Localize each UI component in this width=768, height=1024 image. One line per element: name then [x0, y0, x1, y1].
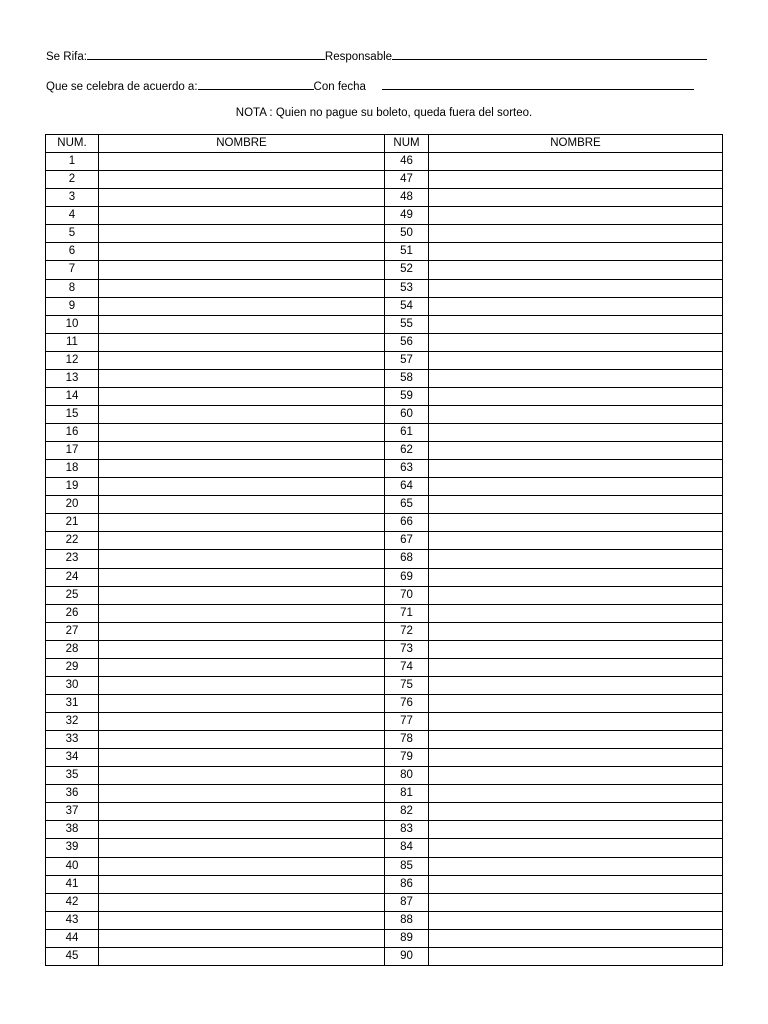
row-num-left: 1 — [46, 153, 99, 171]
row-nombre-left[interactable] — [99, 189, 385, 207]
row-num-right: 54 — [385, 297, 429, 315]
row-num-left: 20 — [46, 496, 99, 514]
row-nombre-left[interactable] — [99, 785, 385, 803]
rifa-blank[interactable] — [87, 48, 325, 60]
row-num-right: 66 — [385, 514, 429, 532]
row-num-left: 21 — [46, 514, 99, 532]
table-row — [46, 369, 723, 387]
row-nombre-right[interactable] — [429, 532, 723, 550]
row-nombre-left[interactable] — [99, 532, 385, 550]
row-num-right: 75 — [385, 676, 429, 694]
row-num-left: 41 — [46, 875, 99, 893]
raffle-table — [45, 134, 723, 966]
row-nombre-left[interactable] — [99, 550, 385, 568]
row-nombre-left[interactable] — [99, 947, 385, 965]
row-num-right: 67 — [385, 532, 429, 550]
header-num-right: NUM — [385, 135, 429, 153]
row-num-right: 50 — [385, 225, 429, 243]
row-num-left: 17 — [46, 442, 99, 460]
row-num-right: 60 — [385, 405, 429, 423]
table-row — [46, 586, 723, 604]
row-num-left: 12 — [46, 351, 99, 369]
table-row — [46, 857, 723, 875]
table-row — [46, 153, 723, 171]
row-nombre-right[interactable] — [429, 622, 723, 640]
row-num-left: 18 — [46, 460, 99, 478]
table-row — [46, 821, 723, 839]
row-nombre-right[interactable] — [429, 893, 723, 911]
row-nombre-right[interactable] — [429, 514, 723, 532]
row-num-left: 39 — [46, 839, 99, 857]
row-nombre-left[interactable] — [99, 297, 385, 315]
row-num-left: 36 — [46, 785, 99, 803]
row-nombre-left[interactable] — [99, 207, 385, 225]
table-row — [46, 424, 723, 442]
row-nombre-left[interactable] — [99, 839, 385, 857]
row-num-right: 89 — [385, 929, 429, 947]
celebra-label: Que se celebra de acuerdo a: — [46, 81, 198, 93]
row-num-right: 74 — [385, 658, 429, 676]
responsable-label: Responsable — [324, 51, 393, 63]
row-nombre-right[interactable] — [429, 405, 723, 423]
row-num-left: 4 — [46, 207, 99, 225]
table-row — [46, 694, 723, 712]
row-nombre-left[interactable] — [99, 676, 385, 694]
row-num-left: 2 — [46, 171, 99, 189]
row-nombre-left[interactable] — [99, 261, 385, 279]
row-num-right: 83 — [385, 821, 429, 839]
row-nombre-left[interactable] — [99, 351, 385, 369]
table-header-row — [46, 135, 723, 153]
row-num-right: 62 — [385, 442, 429, 460]
table-row — [46, 333, 723, 351]
row-num-left: 30 — [46, 676, 99, 694]
row-nombre-right[interactable] — [429, 658, 723, 676]
row-nombre-left[interactable] — [99, 640, 385, 658]
celebra-blank[interactable] — [198, 78, 314, 90]
table-row — [46, 315, 723, 333]
row-num-right: 47 — [385, 171, 429, 189]
row-num-right: 77 — [385, 713, 429, 731]
row-num-left: 26 — [46, 604, 99, 622]
table-row — [46, 676, 723, 694]
row-nombre-left[interactable] — [99, 424, 385, 442]
row-nombre-left[interactable] — [99, 658, 385, 676]
row-nombre-left[interactable] — [99, 478, 385, 496]
row-num-right: 80 — [385, 767, 429, 785]
row-nombre-right[interactable] — [429, 424, 723, 442]
row-nombre-left[interactable] — [99, 604, 385, 622]
row-nombre-right[interactable] — [429, 153, 723, 171]
table-row — [46, 532, 723, 550]
row-nombre-right[interactable] — [429, 478, 723, 496]
table-row — [46, 171, 723, 189]
table-row — [46, 243, 723, 261]
row-num-right: 49 — [385, 207, 429, 225]
row-num-left: 9 — [46, 297, 99, 315]
row-nombre-left[interactable] — [99, 893, 385, 911]
row-num-right: 72 — [385, 622, 429, 640]
table-row — [46, 405, 723, 423]
row-num-left: 25 — [46, 586, 99, 604]
row-num-left: 44 — [46, 929, 99, 947]
row-num-left: 43 — [46, 911, 99, 929]
row-nombre-right[interactable] — [429, 604, 723, 622]
row-num-right: 57 — [385, 351, 429, 369]
row-num-right: 64 — [385, 478, 429, 496]
row-num-right: 81 — [385, 785, 429, 803]
row-num-right: 79 — [385, 749, 429, 767]
table-row — [46, 442, 723, 460]
row-num-left: 35 — [46, 767, 99, 785]
row-num-left: 13 — [46, 369, 99, 387]
row-nombre-right[interactable] — [429, 857, 723, 875]
row-num-left: 38 — [46, 821, 99, 839]
table-row — [46, 875, 723, 893]
row-nombre-right[interactable] — [429, 640, 723, 658]
row-nombre-left[interactable] — [99, 875, 385, 893]
row-nombre-right[interactable] — [429, 839, 723, 857]
table-row — [46, 640, 723, 658]
header-nombre-left: NOMBRE — [99, 135, 385, 153]
row-nombre-right[interactable] — [429, 261, 723, 279]
responsable-blank[interactable] — [392, 48, 707, 60]
row-nombre-right[interactable] — [429, 767, 723, 785]
row-nombre-right[interactable] — [429, 189, 723, 207]
row-num-left: 19 — [46, 478, 99, 496]
row-nombre-left[interactable] — [99, 749, 385, 767]
row-num-right: 70 — [385, 586, 429, 604]
row-nombre-right[interactable] — [429, 171, 723, 189]
row-nombre-right[interactable] — [429, 496, 723, 514]
row-nombre-right[interactable] — [429, 369, 723, 387]
table-row — [46, 225, 723, 243]
row-nombre-left[interactable] — [99, 514, 385, 532]
row-nombre-left[interactable] — [99, 622, 385, 640]
row-num-right: 58 — [385, 369, 429, 387]
row-num-right: 53 — [385, 279, 429, 297]
row-num-right: 78 — [385, 731, 429, 749]
row-nombre-left[interactable] — [99, 315, 385, 333]
table-row — [46, 749, 723, 767]
row-num-left: 5 — [46, 225, 99, 243]
table-row — [46, 803, 723, 821]
table-row — [46, 550, 723, 568]
rifa-line — [46, 48, 707, 63]
table-row — [46, 279, 723, 297]
row-num-left: 32 — [46, 713, 99, 731]
row-nombre-right[interactable] — [429, 785, 723, 803]
table-row — [46, 785, 723, 803]
celebra-line — [46, 78, 694, 93]
row-nombre-left[interactable] — [99, 243, 385, 261]
fecha-blank[interactable] — [382, 78, 694, 90]
row-num-right: 51 — [385, 243, 429, 261]
row-num-right: 52 — [385, 261, 429, 279]
table-row — [46, 658, 723, 676]
row-nombre-right[interactable] — [429, 676, 723, 694]
row-num-right: 84 — [385, 839, 429, 857]
row-num-left: 29 — [46, 658, 99, 676]
row-num-left: 7 — [46, 261, 99, 279]
table-row — [46, 731, 723, 749]
row-nombre-left[interactable] — [99, 568, 385, 586]
rifa-label: Se Rifa: — [46, 51, 87, 63]
row-num-left: 16 — [46, 424, 99, 442]
row-nombre-left[interactable] — [99, 460, 385, 478]
row-nombre-right[interactable] — [429, 911, 723, 929]
row-num-right: 69 — [385, 568, 429, 586]
row-num-right: 88 — [385, 911, 429, 929]
row-num-left: 24 — [46, 568, 99, 586]
table-row — [46, 568, 723, 586]
row-nombre-right[interactable] — [429, 351, 723, 369]
row-num-right: 61 — [385, 424, 429, 442]
row-num-left: 11 — [46, 333, 99, 351]
row-nombre-right[interactable] — [429, 315, 723, 333]
table-row — [46, 893, 723, 911]
table-row — [46, 351, 723, 369]
table-row — [46, 767, 723, 785]
row-nombre-right[interactable] — [429, 749, 723, 767]
row-nombre-right[interactable] — [429, 225, 723, 243]
row-num-right: 56 — [385, 333, 429, 351]
row-nombre-right[interactable] — [429, 803, 723, 821]
table-row — [46, 478, 723, 496]
row-num-right: 87 — [385, 893, 429, 911]
table-row — [46, 189, 723, 207]
row-nombre-left[interactable] — [99, 225, 385, 243]
row-nombre-left[interactable] — [99, 153, 385, 171]
row-num-right: 90 — [385, 947, 429, 965]
table-row — [46, 207, 723, 225]
row-num-left: 28 — [46, 640, 99, 658]
fecha-label: Con fecha — [313, 81, 366, 93]
row-num-right: 55 — [385, 315, 429, 333]
row-nombre-right[interactable] — [429, 694, 723, 712]
row-nombre-left[interactable] — [99, 767, 385, 785]
row-num-left: 33 — [46, 731, 99, 749]
header-num-left: NUM. — [46, 135, 99, 153]
row-num-left: 8 — [46, 279, 99, 297]
row-nombre-right[interactable] — [429, 713, 723, 731]
row-nombre-left[interactable] — [99, 279, 385, 297]
row-num-left: 42 — [46, 893, 99, 911]
row-nombre-left[interactable] — [99, 496, 385, 514]
table-row — [46, 261, 723, 279]
row-num-left: 31 — [46, 694, 99, 712]
row-nombre-right[interactable] — [429, 929, 723, 947]
row-nombre-left[interactable] — [99, 586, 385, 604]
table-row — [46, 604, 723, 622]
row-nombre-right[interactable] — [429, 731, 723, 749]
row-nombre-left[interactable] — [99, 857, 385, 875]
row-nombre-left[interactable] — [99, 333, 385, 351]
row-num-left: 45 — [46, 947, 99, 965]
table-row — [46, 297, 723, 315]
table-row — [46, 460, 723, 478]
row-nombre-left[interactable] — [99, 803, 385, 821]
row-nombre-right[interactable] — [429, 550, 723, 568]
row-nombre-right[interactable] — [429, 243, 723, 261]
row-num-left: 34 — [46, 749, 99, 767]
row-nombre-left[interactable] — [99, 694, 385, 712]
row-num-left: 27 — [46, 622, 99, 640]
row-nombre-left[interactable] — [99, 369, 385, 387]
table-row — [46, 496, 723, 514]
row-nombre-right[interactable] — [429, 387, 723, 405]
row-nombre-left[interactable] — [99, 731, 385, 749]
nota-text: NOTA : Quien no pague su boleto, queda fuera del sorteo. — [235, 107, 533, 119]
table-row — [46, 387, 723, 405]
row-num-left: 40 — [46, 857, 99, 875]
row-num-right: 48 — [385, 189, 429, 207]
row-nombre-left[interactable] — [99, 405, 385, 423]
row-num-left: 15 — [46, 405, 99, 423]
row-nombre-right[interactable] — [429, 279, 723, 297]
row-nombre-right[interactable] — [429, 821, 723, 839]
row-num-right: 86 — [385, 875, 429, 893]
row-nombre-right[interactable] — [429, 297, 723, 315]
table-row — [46, 947, 723, 965]
row-num-right: 73 — [385, 640, 429, 658]
row-nombre-right[interactable] — [429, 460, 723, 478]
row-num-right: 46 — [385, 153, 429, 171]
row-nombre-left[interactable] — [99, 442, 385, 460]
table-row — [46, 929, 723, 947]
row-nombre-left[interactable] — [99, 821, 385, 839]
row-num-right: 82 — [385, 803, 429, 821]
row-num-left: 6 — [46, 243, 99, 261]
row-num-left: 10 — [46, 315, 99, 333]
row-nombre-right[interactable] — [429, 568, 723, 586]
row-nombre-left[interactable] — [99, 387, 385, 405]
row-num-right: 65 — [385, 496, 429, 514]
row-nombre-right[interactable] — [429, 207, 723, 225]
table-row — [46, 514, 723, 532]
row-nombre-left[interactable] — [99, 911, 385, 929]
row-num-left: 23 — [46, 550, 99, 568]
row-nombre-right[interactable] — [429, 442, 723, 460]
table-row — [46, 839, 723, 857]
row-num-right: 76 — [385, 694, 429, 712]
row-nombre-left[interactable] — [99, 171, 385, 189]
row-num-left: 14 — [46, 387, 99, 405]
row-num-left: 22 — [46, 532, 99, 550]
row-nombre-left[interactable] — [99, 929, 385, 947]
row-num-left: 37 — [46, 803, 99, 821]
table-row — [46, 713, 723, 731]
row-nombre-right[interactable] — [429, 333, 723, 351]
row-nombre-right[interactable] — [429, 875, 723, 893]
row-num-right: 59 — [385, 387, 429, 405]
table-row — [46, 622, 723, 640]
row-num-right: 85 — [385, 857, 429, 875]
row-num-right: 63 — [385, 460, 429, 478]
row-nombre-right[interactable] — [429, 586, 723, 604]
row-nombre-right[interactable] — [429, 947, 723, 965]
row-num-left: 3 — [46, 189, 99, 207]
table-row — [46, 911, 723, 929]
row-nombre-left[interactable] — [99, 713, 385, 731]
row-num-right: 68 — [385, 550, 429, 568]
header-nombre-right: NOMBRE — [429, 135, 723, 153]
row-num-right: 71 — [385, 604, 429, 622]
